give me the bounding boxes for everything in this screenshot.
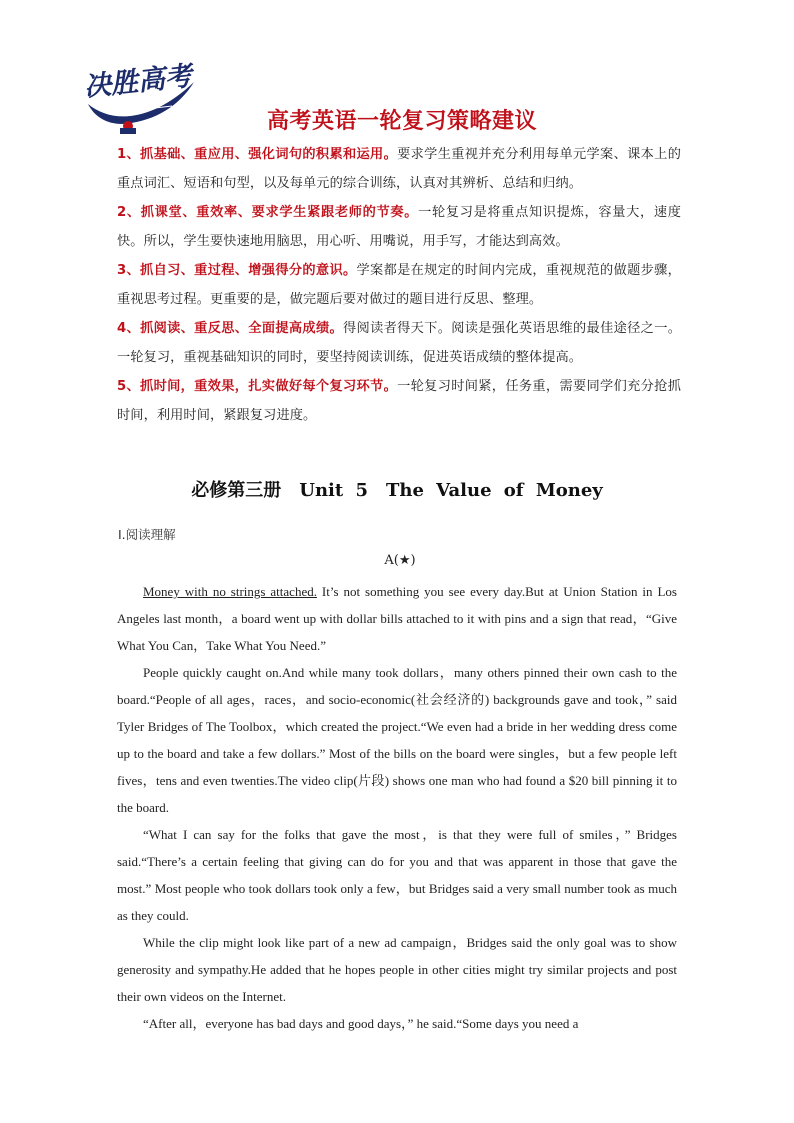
tip-highlight: 抓自习、重过程、增强得分的意识。 — [140, 263, 357, 278]
underlined-phrase: Money with no strings attached. — [143, 584, 317, 599]
tip-number: 1、 — [117, 147, 141, 162]
tip-highlight: 抓课堂、重效率、要求学生紧跟老师的节奏。 — [140, 205, 419, 220]
paragraph-text: It’s not something you see every day.But at Union Station in Los Angeles last month，a board went up with dollar bills attached to it with pins and a sign that read，“Give What You Can，Take What You Need.” — [117, 584, 677, 653]
brand-logo-text: 决胜高考 — [82, 60, 194, 103]
tip-number: 2、 — [117, 205, 141, 220]
tip-text: 要求学生重视并充分利用每单元学案、课本上的重点词汇、短语和句型，以及每单元的综合训练，认真对其辨析、总结和归纳。 — [117, 147, 681, 191]
paragraph-5: “After all，everyone has bad days and good days，” he said.“Some days you need a — [143, 1016, 579, 1031]
tip-highlight: 抓时间，重效果，扎实做好每个复习环节。 — [140, 379, 398, 394]
tip-number: 3、 — [117, 263, 141, 278]
tip-text: 一轮复习时间紧，任务重，需要同学们充分抢抓时间，利用时间，紧跟复习进度。 — [117, 379, 681, 423]
tip-highlight: 抓阅读、重反思、全面提高成绩。 — [140, 321, 344, 336]
tip-number: 5、 — [117, 379, 141, 394]
passage-label: A(★) — [384, 553, 416, 568]
section-label: Ⅰ.阅读理解 — [118, 527, 176, 542]
unit-title: 必修第三册 Unit 5 The Value of Money — [191, 480, 603, 501]
tip-text: 得阅读者得天下。阅读是强化英语思维的最佳途径之一。一轮复习，重视基础知识的同时，要坚持阅读训练，促进英语成绩的整体提高。 — [117, 321, 682, 365]
main-title: 高考英语一轮复习策略建议 — [266, 109, 537, 134]
tip-5 — [117, 372, 681, 430]
paragraph-2: People quickly caught on.And while many took dollars，many others pinned their own cash to the board.“People of all ages，races，and socio-economic(社会经济的) backgrounds gave and took，” said Tyler Bridges of The Toolbox，which created the project.“We even had a bride in her wedding dress come up to the board and take a few dollars.” Most of the bills on the board were singles，but a few people left fives，tens and even twenties.The video clip(片段) shows one man who had found a $20 bill pinning it to the board. — [117, 665, 677, 815]
paragraph-1 — [117, 578, 677, 659]
tip-1 — [117, 140, 681, 198]
tip-3 — [117, 256, 681, 314]
tip-text: 学案都是在规定的时间内完成，重视规范的做题步骤，重视思考过程。更重要的是，做完题后要对做过的题目进行反思、整理。 — [117, 263, 681, 307]
tip-2 — [117, 198, 681, 256]
tip-4 — [117, 314, 681, 372]
tip-text: 一轮复习是将重点知识提炼，容量大，速度快。所以，学生要快速地用脑思，用心听、用嘴说，用手写，才能达到高效。 — [117, 205, 681, 249]
paragraph-3: “What I can say for the folks that gave the most，is that they were full of smiles，” Bridges said.“There’s a certain feeling that giving can do for you and that was apparent in those that gave the most.” Most people who took dollars took only a few，but Bridges said a very small number took as much as they could. — [117, 827, 677, 923]
reading-passage — [117, 578, 677, 1037]
strategy-tips — [117, 140, 681, 430]
tip-highlight: 抓基础、重应用、强化词句的积累和运用。 — [140, 147, 398, 162]
paragraph-4: While the clip might look like part of a new ad campaign，Bridges said the only goal was to show generosity and sympathy.He added that he hopes people in other cities might try similar projects and post their own videos on the Internet. — [117, 935, 677, 1004]
tip-number: 4、 — [117, 321, 141, 336]
